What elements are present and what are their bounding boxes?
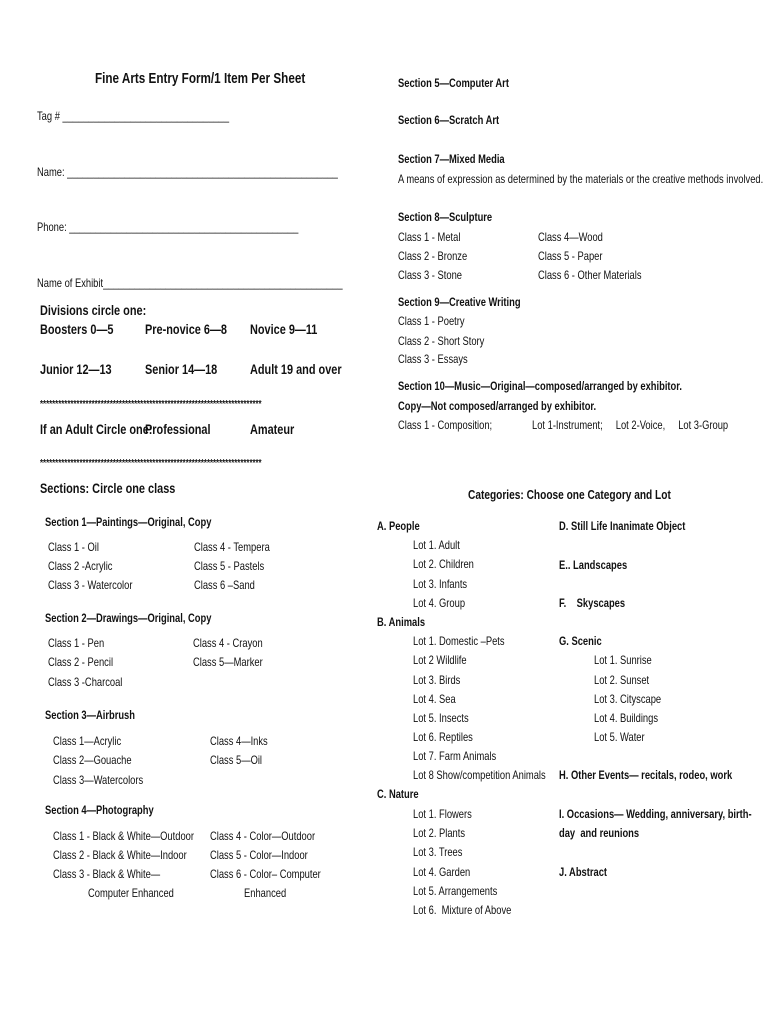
lot-item[interactable]: Lot 3. Infants xyxy=(413,577,468,591)
class-item[interactable]: Class 1—Acrylic xyxy=(53,734,122,748)
class-item[interactable]: Class 4 - Color—Outdoor xyxy=(210,829,316,843)
section-2-title: Section 2—Drawings—Original, Copy xyxy=(45,611,212,625)
category-a-title: A. People xyxy=(377,519,420,533)
music-lots[interactable]: Lot 1-Instrument; Lot 2-Voice, Lot 3-Group xyxy=(532,418,729,432)
class-item[interactable]: Class 6 - Color– Computer xyxy=(210,867,321,881)
adult-option-amateur[interactable]: Amateur xyxy=(250,421,295,437)
section-7-description: A means of expression as determined by the materials or the creative methods involved. xyxy=(398,172,764,186)
class-item[interactable]: Class 3 -Charcoal xyxy=(48,675,123,689)
class-item[interactable]: Class 2 - Short Story xyxy=(398,334,485,348)
lot-item[interactable]: Lot 3. Birds xyxy=(413,673,461,687)
class-item[interactable]: Class 6 –Sand xyxy=(194,578,255,592)
lot-item[interactable]: Lot 5. Insects xyxy=(413,711,469,725)
divider-stars: ************************************************************************* xyxy=(40,458,262,469)
division-adult[interactable]: Adult 19 and over xyxy=(250,361,342,377)
class-item[interactable]: Class 1 - Oil xyxy=(48,540,99,554)
adult-option-professional[interactable]: Professional xyxy=(145,421,211,437)
class-item[interactable]: Class 4—Wood xyxy=(538,230,603,244)
section-10-title: Section 10—Music—Original—composed/arranged by exhibitor. xyxy=(398,379,682,393)
divider-stars: ************************************************************************* xyxy=(40,399,262,410)
lot-item[interactable]: Lot 2 Wildlife xyxy=(413,653,467,667)
division-boosters[interactable]: Boosters 0—5 xyxy=(40,321,114,337)
class-item[interactable]: Class 3 - Watercolor xyxy=(48,578,133,592)
lot-item[interactable]: Lot 1. Flowers xyxy=(413,807,472,821)
lot-item[interactable]: Lot 8 Show/competition Animals xyxy=(413,768,546,782)
class-item[interactable]: Class 3 - Stone xyxy=(398,268,462,282)
lot-item[interactable]: Lot 6. Reptiles xyxy=(413,730,473,744)
lot-item[interactable]: Lot 5. Arrangements xyxy=(413,884,498,898)
lot-item[interactable]: Lot 6. Mixture of Above xyxy=(413,903,512,917)
class-item[interactable]: Class 5—Marker xyxy=(193,655,263,669)
sections-heading: Sections: Circle one class xyxy=(40,480,176,496)
lot-item[interactable]: Lot 1. Domestic –Pets xyxy=(413,634,505,648)
class-item[interactable]: Class 1 - Pen xyxy=(48,636,105,650)
class-item[interactable]: Class 2 - Bronze xyxy=(398,249,468,263)
lot-item[interactable]: Lot 2. Children xyxy=(413,557,474,571)
form-title: Fine Arts Entry Form/1 Item Per Sheet xyxy=(95,70,306,87)
class-item[interactable]: Class 5 - Color—Indoor xyxy=(210,848,308,862)
class-item[interactable]: Class 2 - Pencil xyxy=(48,655,114,669)
section-5-title[interactable]: Section 5—Computer Art xyxy=(398,76,509,90)
class-item[interactable]: Class 5 - Paper xyxy=(538,249,603,263)
category-g-title: G. Scenic xyxy=(559,634,602,648)
section-3-title: Section 3—Airbrush xyxy=(45,708,135,722)
category-c-title: C. Nature xyxy=(377,787,419,801)
section-4-title: Section 4—Photography xyxy=(45,803,154,817)
class-item: Computer Enhanced xyxy=(88,886,174,900)
category-e[interactable]: E.. Landscapes xyxy=(559,558,628,572)
class-item[interactable]: Class 4—Inks xyxy=(210,734,268,748)
lot-item[interactable]: Lot 4. Buildings xyxy=(594,711,659,725)
category-f[interactable]: F. Skyscapes xyxy=(559,596,626,610)
section-8-title: Section 8—Sculpture xyxy=(398,210,493,224)
name-field[interactable]: Name: ____________________________________________________ xyxy=(37,165,338,179)
class-item[interactable]: Class 5 - Pastels xyxy=(194,559,265,573)
lot-item[interactable]: Lot 2. Plants xyxy=(413,826,466,840)
class-item[interactable]: Class 1 - Composition; xyxy=(398,418,493,432)
lot-item[interactable]: Lot 3. Cityscape xyxy=(594,692,662,706)
category-h[interactable]: H. Other Events— recitals, rodeo, work xyxy=(559,768,733,782)
adult-circle-label: If an Adult Circle one: xyxy=(40,421,153,437)
section-10-subtitle: Copy—Not composed/arranged by exhibitor. xyxy=(398,399,597,413)
section-1-title: Section 1—Paintings—Original, Copy xyxy=(45,515,212,529)
lot-item[interactable]: Lot 3. Trees xyxy=(413,845,463,859)
class-item[interactable]: Class 1 - Metal xyxy=(398,230,461,244)
exhibit-name-field[interactable]: Name of Exhibit______________________________________________ xyxy=(37,276,343,290)
lot-item[interactable]: Lot 4. Group xyxy=(413,596,466,610)
class-item[interactable]: Class 5—Oil xyxy=(210,753,263,767)
class-item[interactable]: Class 6 - Other Materials xyxy=(538,268,642,282)
class-item[interactable]: Class 1 - Black & White—Outdoor xyxy=(53,829,194,843)
class-item[interactable]: Class 4 - Crayon xyxy=(193,636,263,650)
class-item[interactable]: Class 2 -Acrylic xyxy=(48,559,113,573)
category-b-title: B. Animals xyxy=(377,615,426,629)
division-novice[interactable]: Novice 9—11 xyxy=(250,321,318,337)
class-item[interactable]: Class 3 - Black & White— xyxy=(53,867,161,881)
lot-item[interactable]: Lot 7. Farm Animals xyxy=(413,749,497,763)
section-9-title: Section 9—Creative Writing xyxy=(398,295,521,309)
category-j[interactable]: J. Abstract xyxy=(559,865,608,879)
division-pre-novice[interactable]: Pre-novice 6—8 xyxy=(145,321,227,337)
division-senior[interactable]: Senior 14—18 xyxy=(145,361,218,377)
class-item[interactable]: Class 2—Gouache xyxy=(53,753,132,767)
section-7-title[interactable]: Section 7—Mixed Media xyxy=(398,152,505,166)
category-i-continued[interactable]: day and reunions xyxy=(559,826,640,840)
class-item[interactable]: Class 4 - Tempera xyxy=(194,540,270,554)
lot-item[interactable]: Lot 4. Garden xyxy=(413,865,471,879)
division-junior[interactable]: Junior 12—13 xyxy=(40,361,112,377)
class-item[interactable]: Class 3 - Essays xyxy=(398,352,468,366)
lot-item[interactable]: Lot 5. Water xyxy=(594,730,645,744)
class-item: Enhanced xyxy=(244,886,287,900)
lot-item[interactable]: Lot 1. Sunrise xyxy=(594,653,652,667)
divisions-heading: Divisions circle one: xyxy=(40,302,147,318)
category-i[interactable]: I. Occasions— Wedding, anniversary, birth- xyxy=(559,807,752,821)
lot-item[interactable]: Lot 1. Adult xyxy=(413,538,460,552)
phone-field[interactable]: Phone: ____________________________________________ xyxy=(37,220,299,234)
tag-field[interactable]: Tag # ________________________________ xyxy=(37,109,230,123)
lot-item[interactable]: Lot 4. Sea xyxy=(413,692,456,706)
categories-heading: Categories: Choose one Category and Lot xyxy=(468,487,671,502)
class-item[interactable]: Class 3—Watercolors xyxy=(53,773,144,787)
class-item[interactable]: Class 1 - Poetry xyxy=(398,314,465,328)
section-6-title[interactable]: Section 6—Scratch Art xyxy=(398,113,500,127)
category-d[interactable]: D. Still Life Inanimate Object xyxy=(559,519,686,533)
class-item[interactable]: Class 2 - Black & White—Indoor xyxy=(53,848,187,862)
lot-item[interactable]: Lot 2. Sunset xyxy=(594,673,650,687)
